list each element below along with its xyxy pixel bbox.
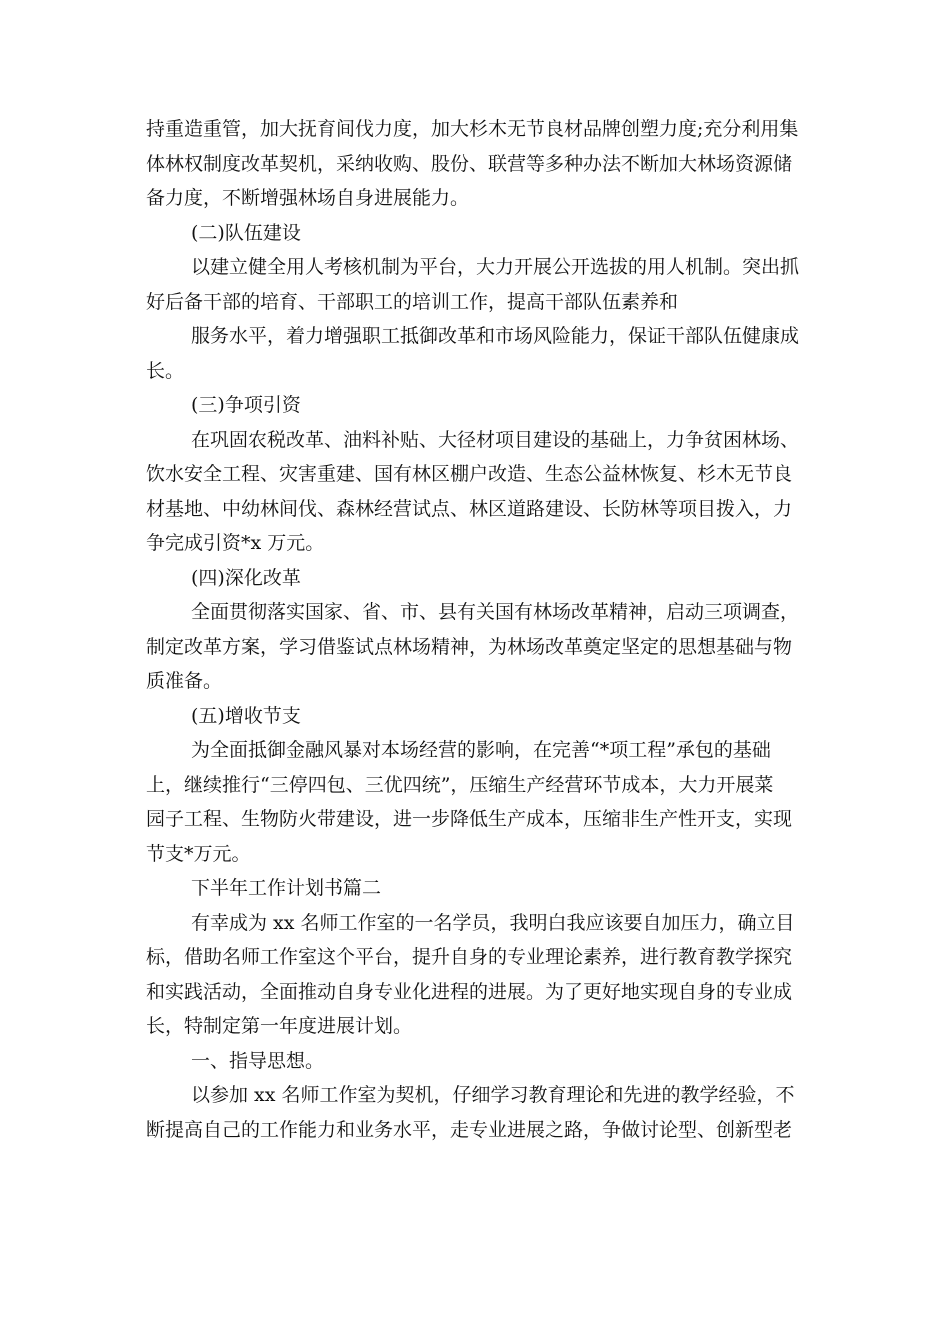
text-line: 质准备。	[146, 670, 223, 692]
text-line: 断提高自己的工作能力和业务水平，走专业进展之路，争做讨论型、创新型老	[146, 1118, 793, 1141]
text-line: 节支*万元。	[146, 842, 251, 865]
text-line: 全面贯彻落实国家、省、市、县有关国有林场改革精神，启动三项调查，	[191, 601, 800, 623]
text-line: 上，继续推行“三停四包、三优四统”，压缩生产经营环节成本，大力开展菜	[146, 773, 774, 796]
section-heading: (三)争项引资	[191, 394, 301, 416]
text-line: 以建立健全用人考核机制为平台，大力开展公开选拔的用人机制。突出抓	[191, 256, 800, 278]
text-line: 以参加 xx 名师工作室为契机，仔细学习教育理论和先进的教学经验，不	[191, 1084, 795, 1106]
text-line: 持重造重管，加大抚育间伐力度，加大杉木无节良材品牌创塑力度;充分利用集	[146, 118, 799, 140]
section-heading: (二)队伍建设	[191, 221, 301, 244]
text-line: 长。	[146, 359, 185, 382]
text-line: 饮水安全工程、灾害重建、国有林区棚户改造、生态公益林恢复、杉木无节良	[146, 463, 793, 485]
text-line: 争完成引资*x 万元。	[146, 532, 325, 554]
document-page	[146, 112, 806, 1147]
text-line: 长，特制定第一年度进展计划。	[146, 1015, 413, 1037]
text-line: 备力度，不断增强林场自身进展能力。	[146, 187, 470, 209]
section-heading: (四)深化改革	[191, 566, 301, 589]
text-line: 园子工程、生物防火带建设，进一步降低生产成本，压缩非生产性开支，实现	[146, 808, 793, 830]
text-line: 和实践活动，全面推动自身专业化进程的进展。为了更好地实现自身的专业成	[146, 980, 793, 1003]
text-line: 有幸成为 xx 名师工作室的一名学员，我明白我应该要自加压力，确立目	[191, 911, 795, 934]
text-line: 体林权制度改革契机，采纳收购、股份、联营等多种办法不断加大林场资源储	[146, 152, 793, 175]
text-line: 材基地、中幼林间伐、森林经营试点、林区道路建设、长防林等项目拨入，力	[146, 497, 793, 520]
text-line: 服务水平，着力增强职工抵御改革和市场风险能力，保证干部队伍健康成	[191, 325, 800, 347]
article-title: 下半年工作计划书篇二	[191, 877, 382, 899]
text-line: 好后备干部的培育、干部职工的培训工作，提高干部队伍素养和	[146, 290, 679, 313]
text-line: 在巩固农税改革、油料补贴、大径材项目建设的基础上，力争贫困林场、	[191, 428, 800, 451]
text-line: 制定改革方案，学习借鉴试点林场精神，为林场改革奠定坚定的思想基础与物	[146, 635, 793, 658]
section-heading: (五)增收节支	[191, 704, 301, 727]
text-line: 为全面抵御金融风暴对本场经营的影响，在完善“*项工程”承包的基础	[191, 739, 771, 761]
text-line: 标，借助名师工作室这个平台，提升自身的专业理论素养，进行教育教学探究	[146, 946, 793, 968]
section-heading: 一、指导思想。	[191, 1049, 325, 1072]
